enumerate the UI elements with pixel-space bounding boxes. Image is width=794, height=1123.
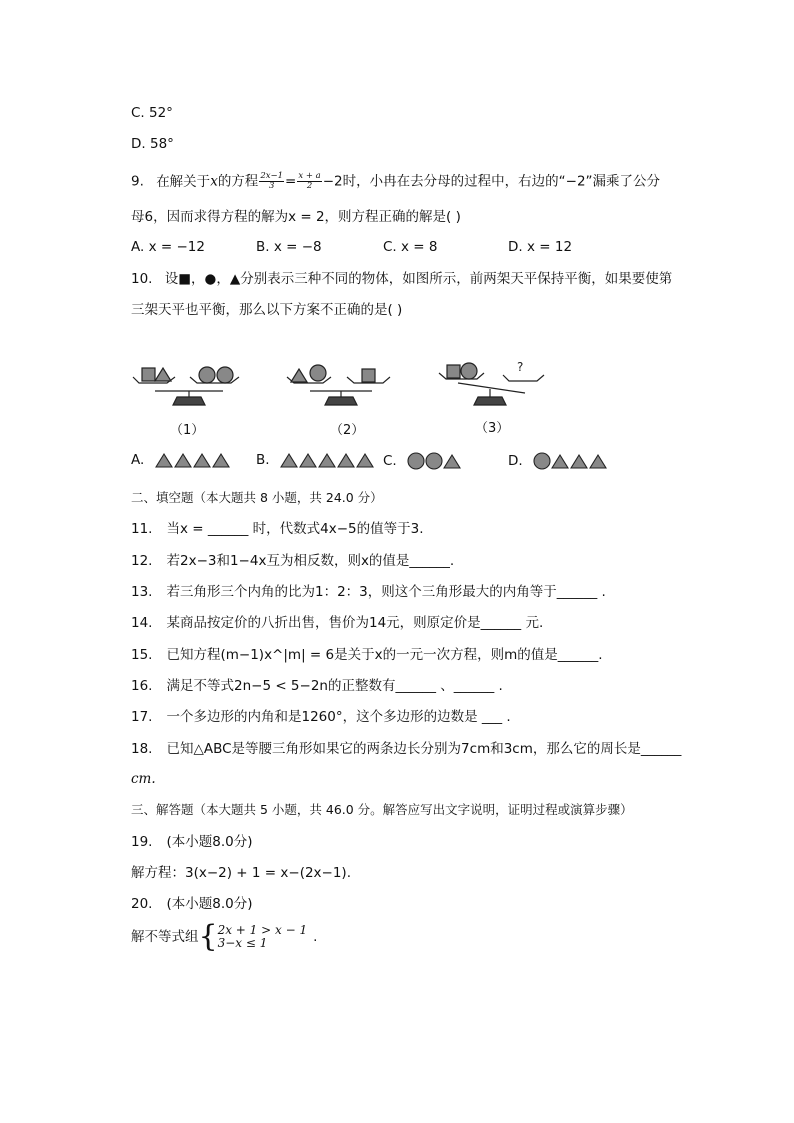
balance-scales-figure	[125, 355, 555, 415]
four-triangles-icon	[155, 452, 231, 468]
q19-text: 解方程：3(x−2) + 1 = x−(2x−1).	[131, 865, 351, 881]
brace-icon: {	[198, 919, 218, 954]
q9-line-2: 母6，因而求得方程的解为x = 2，则方程正确的解是( )	[131, 209, 461, 225]
q9-text-2: 的方程	[217, 173, 259, 190]
fraction-right: $\frac{x + a}{2}$	[298, 171, 321, 191]
q9-text-1: 在解关于	[156, 173, 211, 190]
caption-2: （2）	[330, 423, 365, 438]
square-icon	[362, 369, 375, 382]
circle-icon	[310, 365, 326, 381]
circle-three-triangles-icon	[533, 452, 613, 470]
q9-option-d: D. x = 12	[508, 239, 573, 255]
question-17: 17. 一个多边形的内角和是1260°，这个多边形的边数是 ___ .	[131, 709, 511, 725]
caption-1: （1）	[170, 423, 205, 438]
question-mark: ?	[517, 360, 524, 374]
q18-line-2: cm.	[131, 771, 156, 787]
equals-sign: =	[285, 173, 297, 190]
question-18: 18. 已知△ABC是等腰三角形如果它的两条边长分别为7cm和3cm，那么它的周长是______	[131, 741, 682, 757]
square-icon	[447, 365, 460, 378]
q9-option-c: C. x = 8	[383, 239, 438, 255]
question-10	[131, 270, 672, 288]
option-c: C. 52°	[131, 105, 173, 121]
caption-3: （3）	[475, 421, 510, 436]
q9-text-3: −2时，小冉在去分母的过程中，右边的“−2”漏乘了公分	[322, 173, 661, 190]
triangle-icon	[291, 369, 307, 382]
question-19: 19. (本小题8.0分)	[131, 834, 253, 850]
q10-option-c: C.	[383, 452, 469, 470]
option-d: D. 58°	[131, 136, 174, 152]
section-3-title: 三、解答题（本大题共 5 小题，共 46.0 分。解答应写出文字说明，证明过程或演算步骤）	[131, 802, 633, 817]
q10-option-b: B.	[256, 452, 375, 468]
inequality-system: 2x + 1 > x − 1 3−x ≤ 1	[217, 923, 308, 950]
circle-icon	[199, 367, 215, 383]
q9-option-a: A. x = −12	[131, 239, 205, 255]
triangle-icon	[155, 368, 171, 381]
question-16: 16. 满足不等式2n−5 < 5−2n的正整数有______ 、______ .	[131, 678, 503, 694]
question-12: 12. 若2x−3和1−4x互为相反数，则x的值是______.	[131, 553, 455, 569]
q10-option-d: D.	[508, 452, 613, 470]
question-20: 20. (本小题8.0分)	[131, 896, 253, 912]
question-number: 10.	[131, 271, 153, 287]
variable-x: x	[210, 173, 218, 190]
square-icon	[142, 368, 155, 381]
circle-icon	[217, 367, 233, 383]
q10-option-a: A.	[131, 452, 231, 468]
q20-text: 解不等式组{ 2x + 1 > x − 1 3−x ≤ 1 .	[131, 919, 318, 954]
q9-option-b: B. x = −8	[256, 239, 322, 255]
two-circles-triangle-icon	[407, 452, 469, 470]
q10-line-2: 三架天平也平衡，那么以下方案不正确的是( )	[131, 302, 403, 318]
section-2-title: 二、填空题（本大题共 8 小题，共 24.0 分）	[131, 490, 383, 505]
circle-icon	[461, 363, 477, 379]
question-9	[131, 172, 660, 191]
question-15: 15. 已知方程(m−1)x^|m| = 6是关于x的一元一次方程，则m的值是______.	[131, 647, 603, 663]
question-11: 11. 当x = ______ 时，代数式4x−5的值等于3.	[131, 521, 424, 537]
q10-line-1: 设■，●，▲分别表示三种不同的物体，如图所示，前两架天平保持平衡，如果要使第	[164, 271, 673, 287]
question-13: 13. 若三角形三个内角的比为1：2：3，则这个三角形最大的内角等于______ .	[131, 584, 606, 600]
five-triangles-icon	[280, 452, 375, 468]
question-number: 9.	[131, 173, 144, 190]
question-14: 14. 某商品按定价的八折出售，售价为14元，则原定价是______ 元.	[131, 615, 544, 631]
fraction-left: $\frac{2x-1}{3}$	[260, 171, 284, 191]
